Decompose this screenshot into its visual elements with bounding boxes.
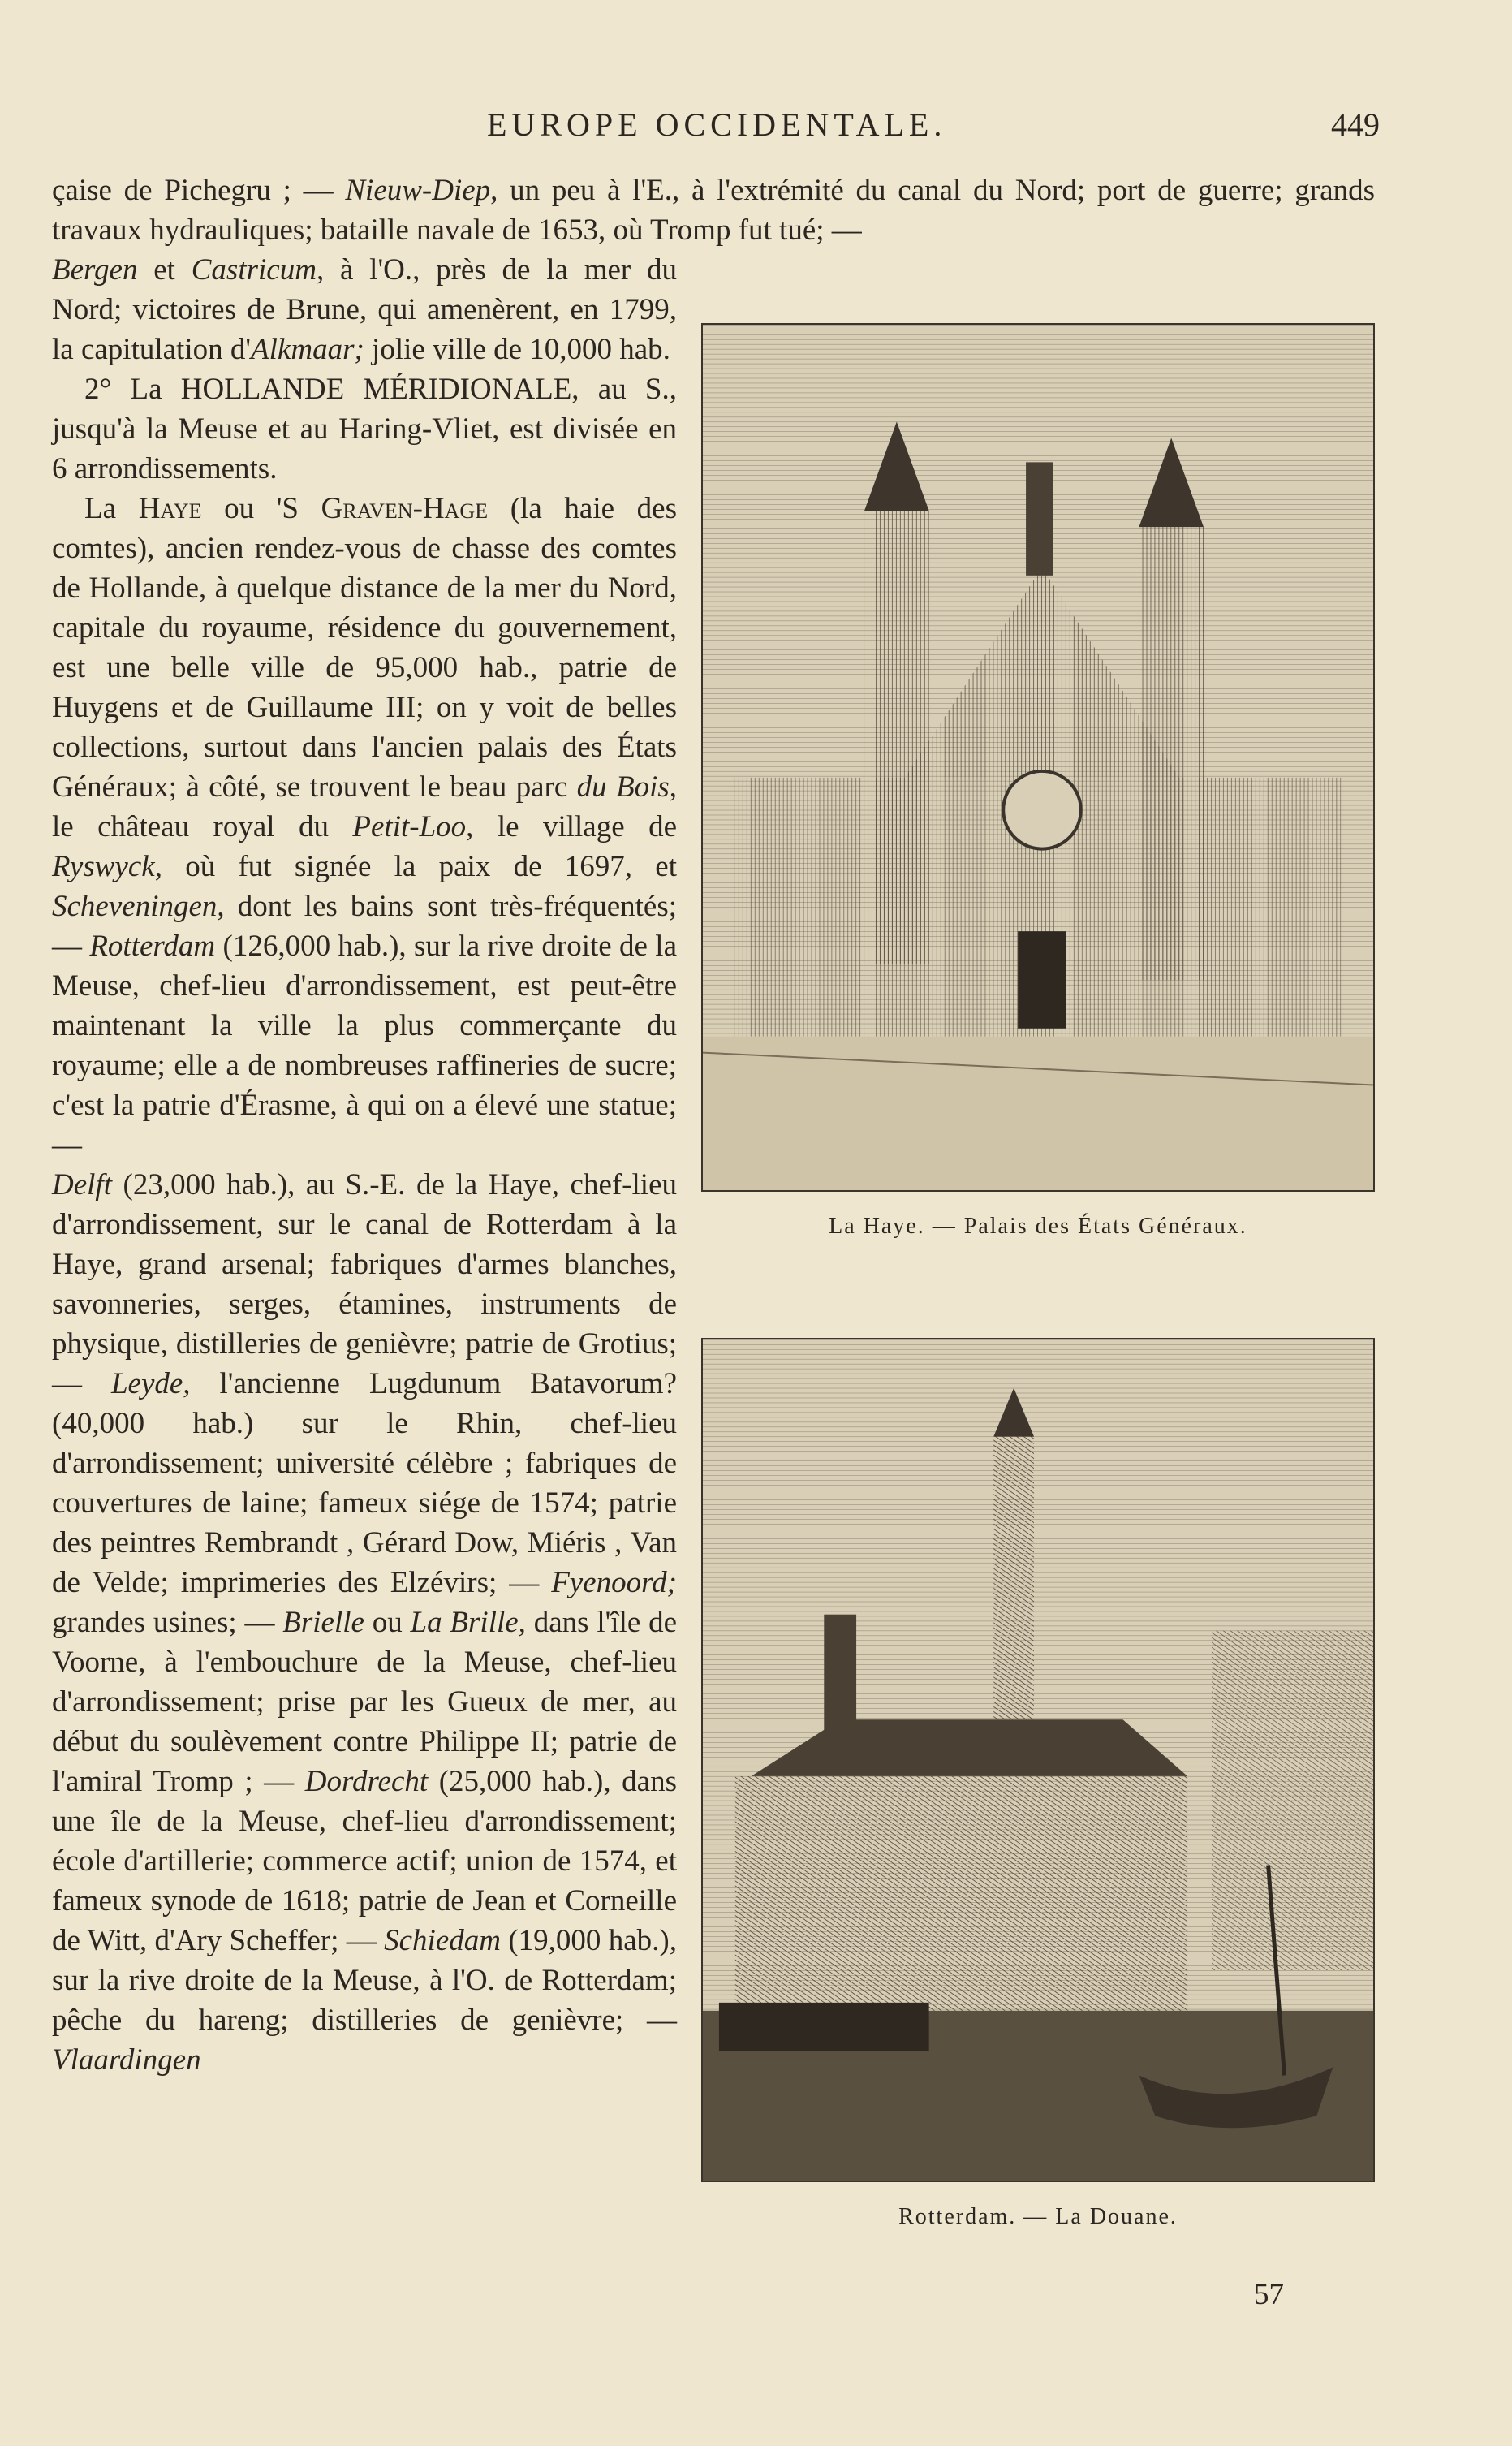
place-name: Alkmaar; [251,333,364,366]
place-name: Petit-Loo [352,810,467,843]
place-name: Delft [52,1168,112,1201]
paragraph-2: 2° La HOLLANDE MÉRIDIONALE, au S., jusqu'à la Meuse et au Haring-Vliet, est divisée en 6 arrondissements. [52,373,677,485]
figure-caption: La Haye. — Palais des États Généraux. [829,1214,1247,1239]
text-run: , à l'O., près de la mer du Nord; victoires de Brune, qui amenèrent, en 1799, la capitulation d' [52,253,677,366]
engraving-la-douane [701,1338,1375,2182]
text-run: , un peu à l'E., à l'extrémité du canal du Nord; port de guerre; grands travaux hydrauliques; bataille navale de 1653, où Tromp fut tué; — [52,174,1375,247]
running-title: EUROPE OCCIDENTALE. [487,106,947,143]
place-name: Rotterdam [89,930,216,963]
engraving-palais-etats-generaux [701,323,1375,1192]
text-run: jolie ville de 10,000 hab. [364,333,670,366]
text-run: La [84,492,139,525]
text-run: çaise de Pichegru ; — [52,174,346,207]
text-run: , dont les bains sont très-fréquentés; — [52,890,677,963]
body-text [52,170,1375,2263]
text-run: ou [364,1606,411,1639]
text-run: , le château royal du [52,770,677,843]
place-name: Vlaardingen [52,2043,201,2077]
text-run: (23,000 hab.), au S.-E. de la Haye, chef-lieu d'arrondissement, sur le canal de Rotterdam à la Haye, grand arsenal; fabriques d'armes blanches, savonneries, serges, étamines, instruments de physique, distilleries de genièvre; patrie de Grotius; — [52,1168,677,1400]
place-name: Fyenoord; [551,1566,677,1599]
place-name: Castricum [191,253,317,287]
text-run: (126,000 hab.), sur la rive droite de la Meuse, chef-lieu d'arrondissement, est peut-être maintenant la ville la plus commerçante du royaume; elle a de nombreuses raffineries de sucre; c'est la patrie d'Érasme, à qui on a élevé une statue; — [52,930,677,1162]
place-name: Brielle [282,1606,364,1639]
figure-rotterdam [701,1338,1375,2263]
text-run: ou 'S [201,492,321,525]
palace-engraving-icon [703,325,1373,1190]
signature-mark: 57 [1254,2278,1284,2311]
place-name: Nieuw-Diep [345,174,491,207]
text-run: dans l'île de Voorne, à l'embouchure de la Meuse, chef-lieu d'arrondissement; prise par les Gueux de mer, au début du soulèvement contre Philippe II; patrie de l'amiral Tromp ; — [52,1606,678,1798]
text-run: (25,000 hab.), dans une île de la Meuse, chef-lieu d'arrondissement; école d'artillerie; commerce actif; union de 1574, et fameux synode de 1618; patrie de Jean et Corneille de Witt, d'Ary Scheffer; — [52,1765,678,1957]
text-run: , où fut signée la paix de 1697, et [154,850,677,883]
paragraph-1 [52,170,1375,250]
text-run: (la haie des comtes), ancien rendez-vous de chasse des comtes de Hollande, à quelque distance de la mer du Nord, capitale du royaume, résidence du gouvernement, est une belle ville de 95,000 hab., patrie de Huygens et de Guillaume III; on y voit de belles collections, surtout dans l'ancien palais des États Généraux; à côté, se trouvent le beau parc [52,492,677,804]
text-run: l'ancienne Lugdunum Batavorum? (40,000 hab.) sur le Rhin, chef-lieu d'arrondissement; université célèbre ; fabriques de couvertures de laine; fameux siége de 1574; patrie des peintres Rembrandt , Gérard Dow, Miéris , Van de Velde; imprimeries des Elzévirs; — [52,1367,678,1599]
place-name: du Bois [576,770,670,804]
text-run: , le village de [466,810,678,843]
text-run: grandes usines; — [52,1606,283,1639]
page-number: 449 [1331,106,1380,143]
place-name: Schiedam [384,1924,501,1957]
place-name: Leyde, [110,1367,191,1400]
place-name: Scheveningen [52,890,218,923]
text-run: (19,000 hab.), sur la rive droite de la Meuse, à l'O. de Rotterdam; pêche du hareng; distilleries de genièvre; — [52,1924,677,2037]
place-name: Ryswyck [52,850,155,883]
figure-la-haye [701,323,1375,1314]
harbor-engraving-icon [703,1339,1373,2181]
place-name: Graven-Hage [321,492,489,525]
place-name: Dordrecht [304,1765,429,1798]
place-name: La Brille, [410,1606,526,1639]
place-name: Bergen [52,253,138,287]
figure-caption: Rotterdam. — La Douane. [898,2204,1178,2229]
place-name: Haye [138,492,202,525]
text-run: et [137,253,192,287]
page-header [0,106,1512,154]
